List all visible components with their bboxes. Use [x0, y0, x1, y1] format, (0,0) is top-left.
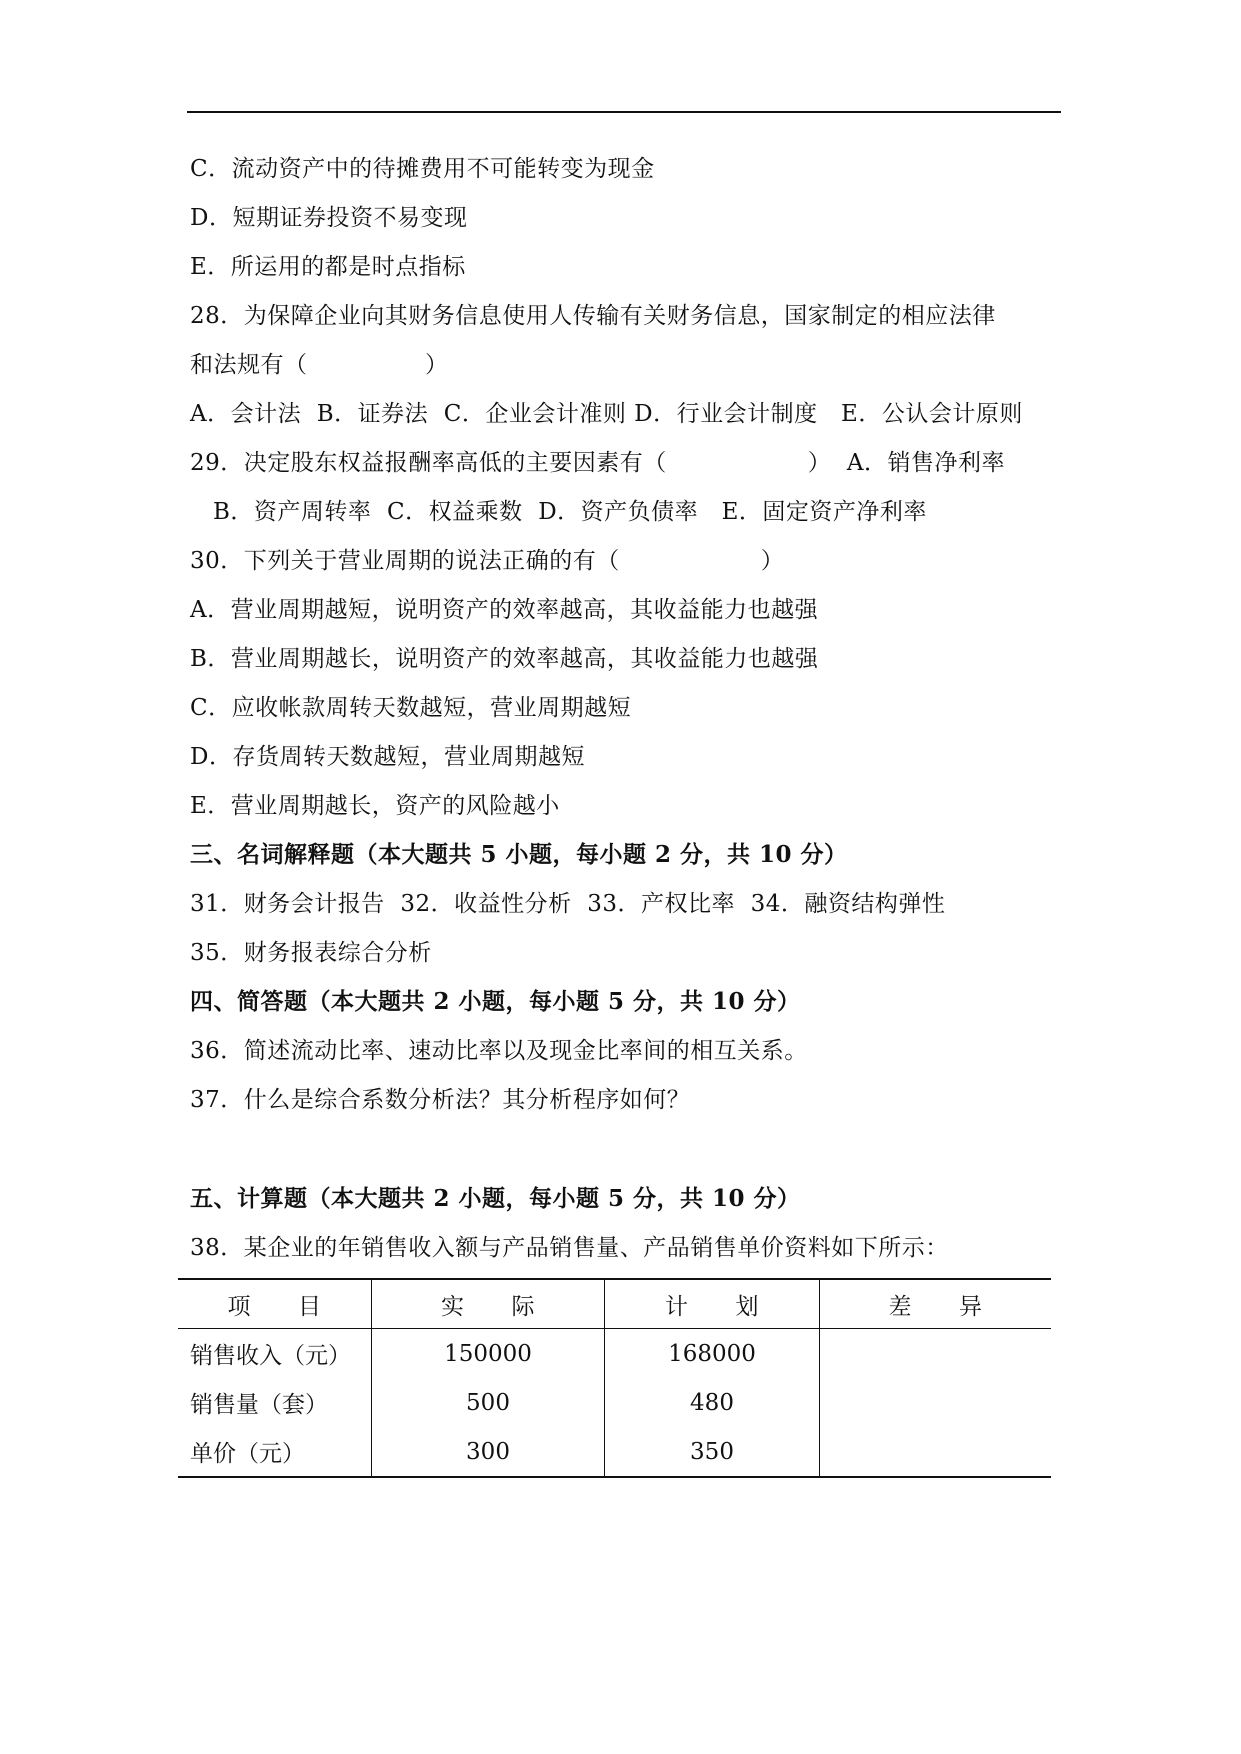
- row-label: 销售收入（元）: [190, 1343, 351, 1369]
- option-30a: A．营业周期越短，说明资产的效率越高，其收益能力也越强: [190, 597, 819, 623]
- plan-value: 168000: [605, 1329, 820, 1379]
- question-38: 38．某企业的年销售收入额与产品销售量、产品销售单价资料如下所示：: [190, 1235, 949, 1261]
- actual-value: 300: [372, 1427, 605, 1477]
- question-30: 30．下列关于营业周期的说法正确的有（ ）: [190, 548, 785, 574]
- section-5-heading: 五、计算题（本大题共 2 小题，每小题 5 分，共 10 分）: [190, 1185, 801, 1212]
- option-27d: D．短期证券投资不易变现: [190, 205, 468, 231]
- option-30d: D．存货周转天数越短，营业周期越短: [190, 744, 585, 770]
- plan-value: 350: [605, 1427, 820, 1477]
- table-header-row: [178, 1279, 1051, 1329]
- question-28-options: A．会计法 B．证券法 C．企业会计准则 D．行业会计制度 E．公认会计原则: [190, 401, 1023, 427]
- option-27c: C．流动资产中的待摊费用不可能转变为现金: [190, 156, 655, 182]
- question-29: 29．决定股东权益报酬率高低的主要因素有（ ） A．销售净利率: [190, 450, 1005, 476]
- header-rule: [187, 111, 1061, 113]
- header-difference: 差 异: [820, 1279, 1052, 1329]
- question-35: 35．财务报表综合分析: [190, 940, 432, 966]
- difference-value: [820, 1378, 1052, 1427]
- section-4-heading: 四、简答题（本大题共 2 小题，每小题 5 分，共 10 分）: [190, 988, 801, 1015]
- question-28-line1: 28．为保障企业向其财务信息使用人传输有关财务信息，国家制定的相应法律: [190, 303, 996, 329]
- header-actual: 实 际: [372, 1279, 605, 1329]
- header-item: 项 目: [178, 1279, 372, 1329]
- row-label: 单价（元）: [178, 1427, 372, 1477]
- question-36: 36．简述流动比率、速动比率以及现金比率间的相互关系。: [190, 1038, 808, 1064]
- question-29-options: B．资产周转率 C．权益乘数 D．资产负债率 E．固定资产净利率: [213, 499, 927, 525]
- difference-value: [820, 1329, 1052, 1379]
- actual-value: 500: [372, 1378, 605, 1427]
- option-30e: E．营业周期越长，资产的风险越小: [190, 793, 560, 819]
- plan-value: 480: [605, 1378, 820, 1427]
- table-row: [178, 1329, 1051, 1379]
- question-28-line2: 和法规有（ ）: [190, 352, 449, 378]
- row-label: 销售量（套）: [190, 1392, 328, 1418]
- table-row: [178, 1378, 1051, 1427]
- table-row: [178, 1427, 1051, 1477]
- difference-value: [820, 1427, 1052, 1477]
- actual-value: 150000: [372, 1329, 605, 1379]
- sales-data-table: [178, 1278, 1051, 1478]
- option-30c: C．应收帐款周转天数越短，营业周期越短: [190, 695, 632, 721]
- header-plan: 计 划: [605, 1279, 820, 1329]
- section-3-heading: 三、名词解释题（本大题共 5 小题，每小题 2 分，共 10 分）: [190, 841, 848, 868]
- option-30b: B．营业周期越长，说明资产的效率越高，其收益能力也越强: [190, 646, 819, 672]
- questions-31-34: 31．财务会计报告 32．收益性分析 33．产权比率 34．融资结构弹性: [190, 891, 946, 917]
- question-37: 37．什么是综合系数分析法？其分析程序如何？: [190, 1087, 691, 1113]
- option-27e: E．所运用的都是时点指标: [190, 254, 466, 280]
